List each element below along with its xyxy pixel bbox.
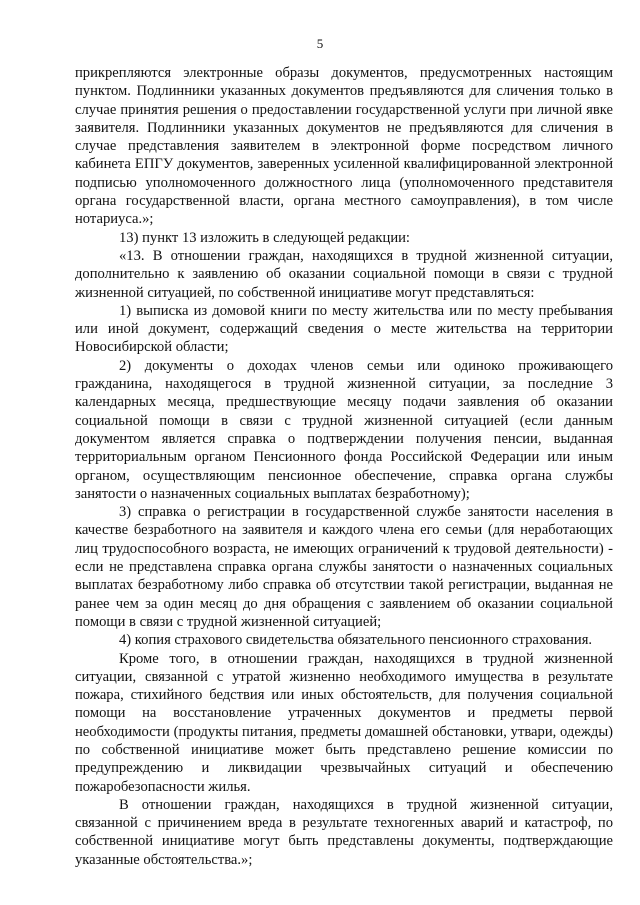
paragraph: Кроме того, в отношении граждан, находящихся в трудной жизненной ситуации, связанной с утратой жизненно необходимого имущества в результате пожара, стихийного бедствия или иных обстоятельств, для получения социальной помощи на восстановление утраченных документов и предметы первой необходимости (продукты питания, предметы домашней обстановки, утвари, одежды) по собственной инициативе может быть представлено решение комиссии по предупреждению и ликвидации чрезвычайных ситуаций и обеспечению пожаробезопасности жилья. [75,650,613,795]
paragraph: 13) пункт 13 изложить в следующей редакции: [119,229,410,246]
page-number: 5 [316,36,324,51]
document-body [75,64,613,869]
list-item: 2) документы о доходах членов семьи или одиноко проживающего гражданина, находящегося в трудной жизненной ситуации, за последние 3 календарных месяца, предшествующие месяцу подачи заявления об оказании социальной помощи в связи с трудной жизненной ситуацией (если данным документом является справка о подтверждении получения пенсии, выданная территориальным органом Пенсионного фонда Российской Федерации или иным органом, осуществляющим пенсионное обеспечение, справка органа службы занятости о назначенных социальных выплатах безработному); [75,357,613,502]
paragraph: прикрепляются электронные образы документов, предусмотренных настоящим пунктом. Подлинники указанных документов предъявляются для сличения только в случае принятия решения о предоставлении государственной услуги при личной явке заявителя. Подлинники указанных документов не предъявляются для сличения в случае представления заявителем в электронной форме посредством личного кабинета ЕПГУ документов, заверенных усиленной квалифицированной электронной подписью уполномоченного должностного лица (уполномоченного представителя органа государственной власти, органа местного самоуправления), в том числе нотариуса.»; [75,65,613,228]
list-item: 4) копия страхового свидетельства обязательного пенсионного страхования. [119,632,593,649]
list-item: 3) справка о регистрации в государственной службе занятости населения в качестве безработного на заявителя и каждого члена его семьи (для неработающих лиц трудоспособного возраста, не имеющих ограничений к трудовой деятельности) - если не представлена справка органа службы занятости о назначенных социальных выплатах безработному либо справка об отсутствии такой регистрации, выданная не ранее чем за один месяц до дня обращения с заявлением об оказании социальной помощи в связи с трудной жизненной ситуацией; [75,504,613,630]
paragraph: «13. В отношении граждан, находящихся в трудной жизненной ситуации, дополнительно к заявлению об оказании социальной помощи в связи с трудной жизненной ситуацией, по собственной инициативе могут представляться: [75,247,613,301]
paragraph: В отношении граждан, находящихся в трудной жизненной ситуации, связанной с причинением вреда в результате техногенных аварий и катастроф, по собственной инициативе могут быть представлены документы, подтверждающие указанные обстоятельства.»; [75,796,613,868]
list-item: 1) выписка из домовой книги по месту жительства или по месту пребывания или иной документ, содержащий сведения о месте жительства на территории Новосибирской области; [75,302,613,356]
